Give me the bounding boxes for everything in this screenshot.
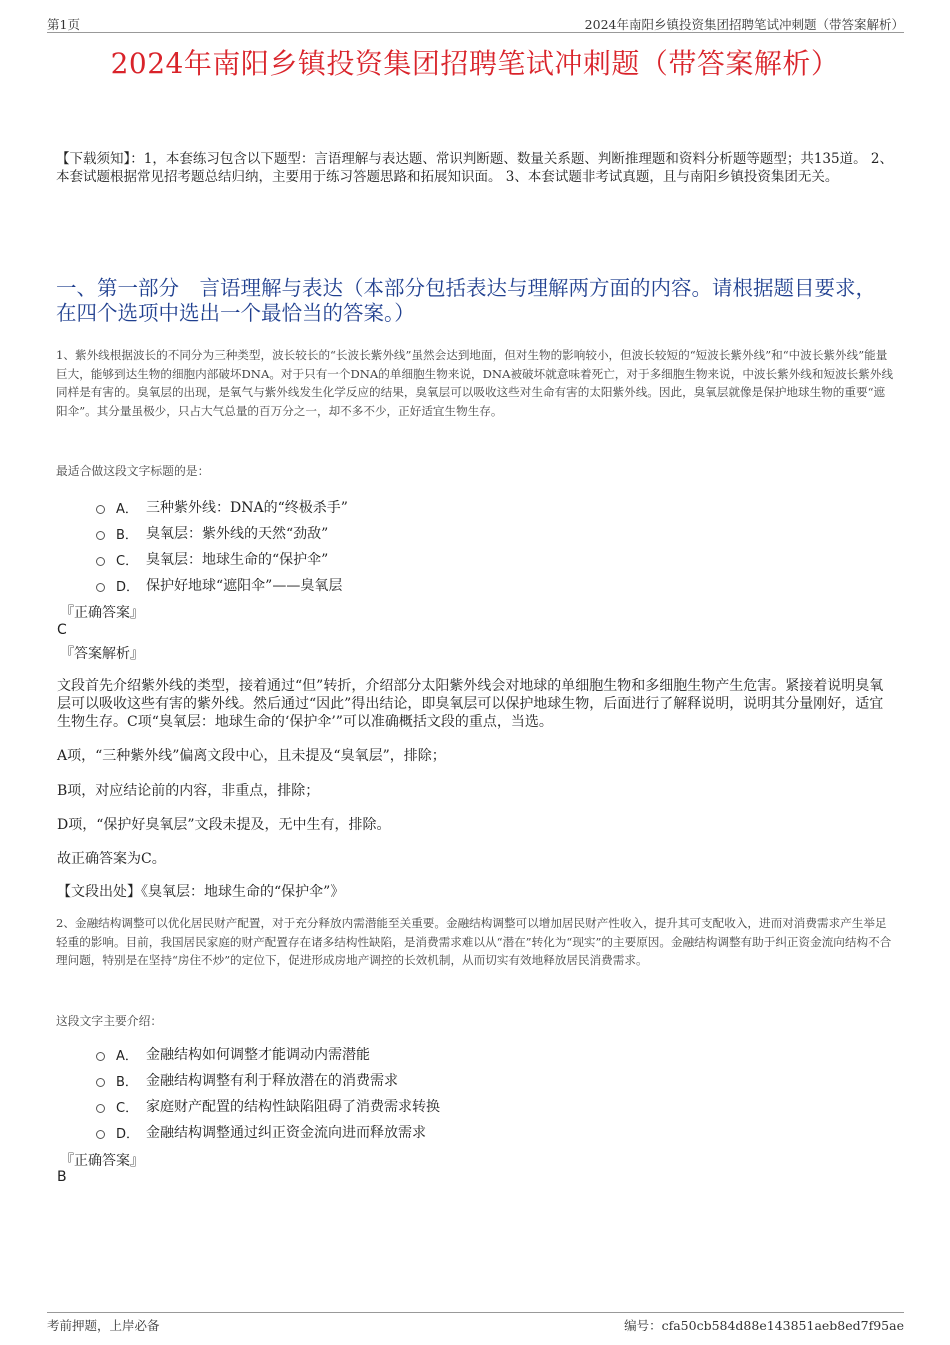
header-doc-title: 2024年南阳乡镇投资集团招聘笔试冲刺题（带答案解析） (584, 17, 904, 32)
radio-icon[interactable] (96, 1078, 105, 1087)
analysis-conclusion: 故正确答案为C。 (57, 851, 166, 867)
option-letter: B． (116, 1074, 138, 1090)
correct-answer-label: 『正确答案』 (60, 1153, 144, 1169)
radio-icon[interactable] (96, 1052, 105, 1061)
question-1-passage: 1、紫外线根据波长的不同分为三种类型，波长较长的“长波长紫外线”虽然会达到地面，但对生物的影响较小，但波长较短的“短波长紫外线”和“中波长紫外线”能量巨大，能够到达生物的细胞内部破坏DNA。对于只有一个DNA的单细胞生物来说，DNA被破坏就意味着死亡，对于多细胞生物来说，中波长紫外线和短波长紫外线同样是有害的。臭氧层的出现，是氧气与紫外线发生化学反应的结果，臭氧层可以吸收这些对生命有害的太阳紫外线。因此，臭氧层就像是保护地球生物的重要“遮阳伞”。其分量虽极少，只占大气总量的百万分之一，却不多不少，正好适宜生物生存。 (56, 348, 894, 418)
footer-slogan: 考前押题，上岸必备 (47, 1318, 160, 1333)
analysis-option-b: B项，对应结论前的内容，非重点，排除； (57, 783, 320, 799)
page-footer (47, 1312, 904, 1333)
section-heading: 一、第一部分 言语理解与表达（本部分包括表达与理解两方面的内容。请根据题目要求，在四个选项中选出一个最恰当的答案。） (56, 276, 876, 325)
analysis-option-a: A项，“三种紫外线”偏离文段中心，且未提及“臭氧层”，排除； (57, 748, 446, 764)
option-text: 家庭财产配置的结构性缺陷阻碍了消费需求转换 (146, 1099, 440, 1115)
page-number: 第1页 (47, 17, 80, 32)
correct-answer-value: B (57, 1169, 67, 1185)
option-letter: C． (116, 1100, 139, 1116)
option-c[interactable] (96, 546, 348, 572)
radio-icon[interactable] (96, 531, 105, 540)
footer-doc-id: 编号：cfa50cb584d88e143851aeb8ed7f95ae (624, 1318, 904, 1333)
download-notice: 【下载须知】：1，本套练习包含以下题型：言语理解与表达题、常识判断题、数量关系题、判断推理题和资料分析题等题型；共135道。 2、本套试题根据常见招考题总结归纳，主要用于练习答题思路和拓展知识面。 3、本套试题非考试真题，且与南阳乡镇投资集团无关。 (56, 151, 893, 185)
radio-icon[interactable] (96, 583, 105, 592)
option-a[interactable] (96, 1041, 440, 1067)
option-text: 金融结构调整有利于释放潜在的消费需求 (146, 1073, 398, 1089)
question-1-prompt: 最适合做这段文字标题的是： (56, 464, 210, 478)
option-text: 臭氧层：地球生命的“保护伞” (146, 552, 329, 568)
option-c[interactable] (96, 1093, 440, 1119)
radio-icon[interactable] (96, 1130, 105, 1139)
radio-icon[interactable] (96, 1104, 105, 1113)
radio-icon[interactable] (96, 557, 105, 566)
option-letter: A． (116, 501, 138, 517)
correct-answer-value: C (57, 622, 67, 638)
option-b[interactable] (96, 520, 348, 546)
question-2-options (96, 1041, 440, 1145)
option-letter: A． (116, 1048, 138, 1064)
option-letter: B． (116, 527, 138, 543)
page-title: 2024年南阳乡镇投资集团招聘笔试冲刺题（带答案解析） (110, 47, 840, 80)
option-letter: D． (116, 1126, 140, 1142)
question-2-passage: 2、金融结构调整可以优化居民财产配置，对于充分释放内需潜能至关重要。金融结构调整可以增加居民财产性收入，提升其可支配收入，进而对消费需求产生举足轻重的影响。目前，我国居民家庭的财产配置存在诸多结构性缺陷，是消费需求难以从“潜在”转化为“现实”的主要原因。金融结构调整有助于纠正资金流向结构不合理问题，特别是在坚持“房住不炒”的定位下，促进形成房地产调控的长效机制，从而切实有效地释放居民消费需求。 (56, 916, 892, 967)
radio-icon[interactable] (96, 505, 105, 514)
option-text: 三种紫外线：DNA的“终极杀手” (146, 500, 348, 516)
question-1-options (96, 494, 348, 598)
option-text: 金融结构如何调整才能调动内需潜能 (146, 1047, 370, 1063)
option-d[interactable] (96, 572, 348, 598)
option-d[interactable] (96, 1119, 440, 1145)
option-text: 保护好地球“遮阳伞”——臭氧层 (146, 578, 343, 594)
option-letter: C． (116, 553, 139, 569)
option-b[interactable] (96, 1067, 440, 1093)
answer-analysis-text: 文段首先介绍紫外线的类型，接着通过“但”转折，介绍部分太阳紫外线会对地球的单细胞生物和多细胞生物产生危害。紧接着说明臭氧层可以吸收这些有害的紫外线。然后通过“因此”得出结论，即臭氧层可以保护地球生物，后面进行了解释说明，说明其分量刚好，适宜生物生存。C项“臭氧层：地球生命的‘保护伞’”可以准确概括文段的重点，当选。 (57, 678, 884, 730)
option-a[interactable] (96, 494, 348, 520)
answer-analysis-label: 『答案解析』 (60, 646, 144, 662)
option-text: 臭氧层：紫外线的天然“劲敌” (146, 526, 329, 542)
correct-answer-label: 『正确答案』 (60, 605, 144, 621)
question-2-prompt: 这段文字主要介绍： (56, 1014, 163, 1028)
passage-source: 【文段出处】《臭氧层：地球生命的“保护伞”》 (57, 884, 345, 900)
analysis-option-d: D项，“保护好臭氧层”文段未提及，无中生有，排除。 (57, 817, 391, 833)
option-text: 金融结构调整通过纠正资金流向进而释放需求 (146, 1125, 426, 1141)
option-letter: D． (116, 579, 140, 595)
page-header (47, 12, 904, 33)
